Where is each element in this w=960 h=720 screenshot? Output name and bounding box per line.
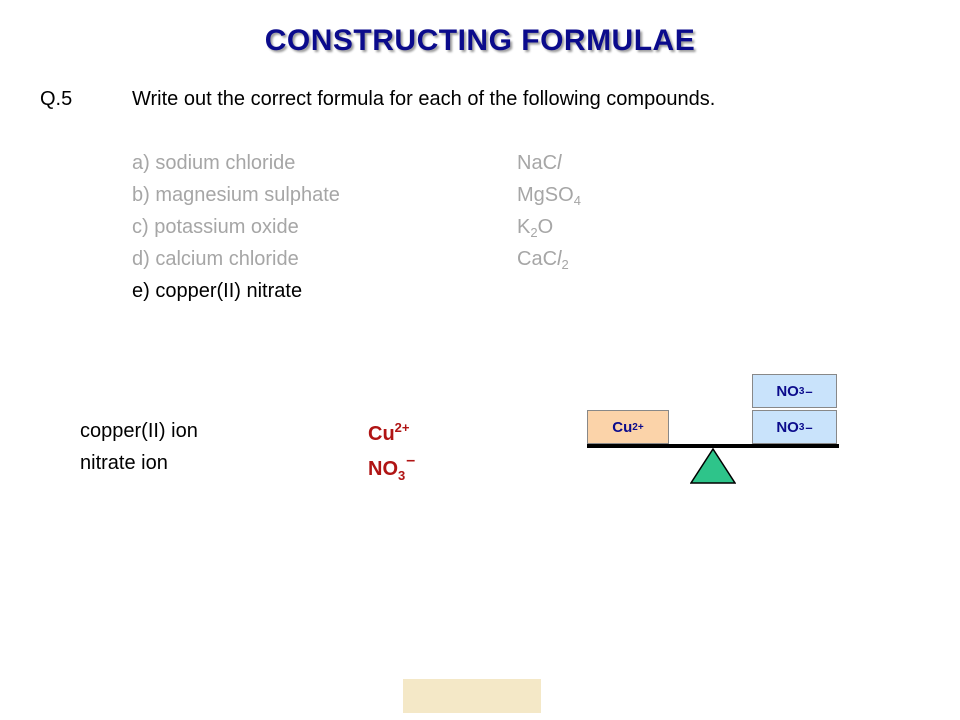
compound-formula: $K_2O$ xyxy=(517,216,554,240)
compound-name: b) magnesium sulphate xyxy=(132,184,340,206)
question-text: Write out the correct formula for each of the following compounds. xyxy=(132,88,716,110)
compound-name: d) calcium chloride xyxy=(132,248,299,270)
question-number: Q.5 xyxy=(40,88,73,110)
compound-formula: MgSO$_4$ xyxy=(517,184,581,208)
compound-formula: CaCl$_2$ xyxy=(517,248,569,272)
compound-name: c) potassium oxide xyxy=(132,216,299,238)
compound-formula: NaCl xyxy=(517,152,562,174)
cation-name: copper(II) ion xyxy=(80,420,198,442)
page-title: CONSTRUCTING FORMULAE xyxy=(264,24,696,57)
cation-formula: $Cu^{2+}$ xyxy=(368,420,410,445)
fulcrum-triangle xyxy=(690,448,736,484)
anion-name: nitrate ion xyxy=(80,452,168,474)
nitrate-box-bottom: NO 3 – xyxy=(752,410,837,444)
copper-box: Cu 2+ xyxy=(587,410,669,444)
footer-panel xyxy=(403,679,541,713)
compound-name: e) copper(II) nitrate xyxy=(132,280,303,302)
nitrate-box-top: NO 3 – xyxy=(752,374,837,408)
anion-formula: $NO_3^-$ xyxy=(368,452,416,483)
compound-name: a) sodium chloride xyxy=(132,152,296,174)
